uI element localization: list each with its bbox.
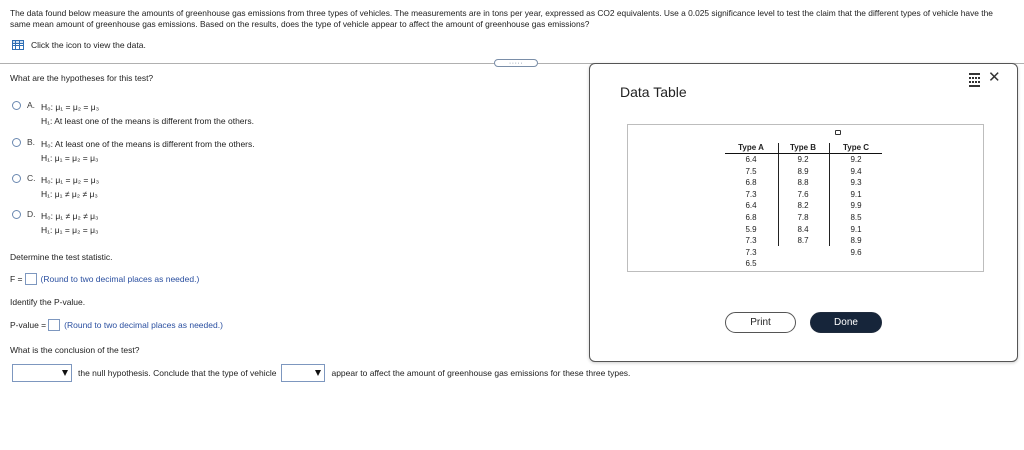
column-header: Type B: [777, 143, 829, 154]
option-letter: C.: [27, 173, 36, 183]
table-cell: 8.9: [850, 236, 862, 246]
table-cell: 8.2: [797, 201, 809, 211]
option-b-h0: H₀: At least one of the means is different from the others.: [41, 139, 255, 149]
table-cell: 9.2: [850, 155, 862, 164]
expand-handle[interactable]: ·····: [494, 59, 538, 67]
dialog-title: Data Table: [620, 84, 687, 100]
table-cell: 5.9: [745, 224, 757, 234]
table-cell: 9.6: [850, 247, 862, 257]
data-table-dialog: [589, 63, 1018, 362]
radio-b[interactable]: [12, 138, 21, 147]
table-cell: 9.1: [850, 224, 862, 234]
table-cell: 9.1: [850, 189, 862, 199]
radio-c[interactable]: [12, 174, 21, 183]
conclusion-row: [12, 364, 630, 382]
conclusion-question: What is the conclusion of the test?: [10, 345, 140, 355]
close-icon[interactable]: ✕: [988, 69, 1001, 86]
table-cell: 6.8: [745, 178, 757, 188]
table-cell: 7.6: [797, 189, 809, 199]
table-cell: 6.4: [745, 155, 757, 164]
caret-down-icon: [315, 370, 321, 376]
table-cell: 6.5: [745, 259, 757, 269]
p-value-prefix: P-value =: [10, 320, 47, 330]
f-statistic-row: [10, 273, 199, 285]
conclusion-end-text: appear to affect the amount of greenhouse gas emissions for these three types.: [331, 368, 631, 378]
option-d[interactable]: [12, 209, 99, 237]
table-cell: 7.3: [745, 189, 757, 199]
option-letter: B.: [27, 137, 36, 147]
option-letter: D.: [27, 209, 36, 219]
view-data-link[interactable]: [12, 40, 146, 50]
table-cell: 7.3: [745, 236, 757, 246]
column-type-b: [777, 143, 829, 247]
table-cell: 6.8: [745, 212, 757, 222]
f-prefix: F =: [10, 274, 23, 284]
option-c-h0: H₀: μ₁ = μ₂ = μ₃: [41, 175, 100, 185]
table-cell: 8.8: [797, 178, 809, 188]
done-button[interactable]: Done: [810, 312, 882, 333]
table-cell: 9.2: [797, 155, 809, 164]
p-value-label: Identify the P-value.: [10, 297, 86, 307]
column-type-a: [725, 143, 777, 270]
data-table-icon[interactable]: [12, 40, 24, 50]
column-header: Type A: [725, 143, 777, 154]
radio-a[interactable]: [12, 101, 21, 110]
p-value-row: [10, 319, 223, 331]
table-cell: 7.5: [745, 166, 757, 176]
table-cell: 9.9: [850, 201, 862, 211]
column-type-c: [830, 143, 882, 258]
test-statistic-label: Determine the test statistic.: [10, 252, 113, 262]
option-c-h1: H₁: μ₁ ≠ μ₂ ≠ μ₃: [41, 189, 98, 199]
reject-decision-dropdown[interactable]: [12, 364, 72, 382]
table-cell: 8.9: [797, 166, 809, 176]
f-rounding-hint: (Round to two decimal places as needed.): [40, 274, 200, 284]
p-value-input[interactable]: [48, 319, 60, 331]
column-header: Type C: [830, 143, 882, 154]
problem-statement: The data found below measure the amounts of greenhouse gas emissions from three types of vehicles. The measurements are in tons per year, expressed as CO2 equivalents. Use a 0.025 significance level to test the claim that the different types of vehicle have the same mean amount of greenhouse gas emissions. Based on the results, does the type of vehicle appear to affect the amount of greenhouse gas emissions?: [10, 8, 993, 29]
p-rounding-hint: (Round to two decimal places as needed.): [64, 320, 223, 330]
table-cell: 9.3: [850, 178, 862, 188]
f-statistic-input[interactable]: [25, 273, 37, 285]
copy-icon[interactable]: [835, 130, 841, 135]
table-cell: 7.3: [745, 247, 757, 257]
minimize-icon[interactable]: [969, 73, 980, 87]
option-b[interactable]: [12, 137, 255, 165]
view-data-label[interactable]: Click the icon to view the data.: [31, 40, 146, 50]
option-letter: A.: [27, 100, 36, 110]
option-d-h0: H₀: μ₁ ≠ μ₂ ≠ μ₃: [41, 211, 99, 221]
table-cell: 7.8: [797, 212, 809, 222]
table-cell: 6.4: [745, 201, 757, 211]
radio-d[interactable]: [12, 210, 21, 219]
option-b-h1: H₁: μ₁ = μ₂ = μ₃: [41, 153, 99, 163]
conclusion-middle-text: the null hypothesis. Conclude that the type of vehicle: [78, 368, 277, 378]
hypotheses-question: What are the hypotheses for this test?: [10, 73, 154, 83]
table-cell: 9.4: [850, 166, 862, 176]
option-a[interactable]: [12, 100, 254, 128]
table-cell: 8.5: [850, 212, 862, 222]
option-a-h0: H₀: μ₁ = μ₂ = μ₃: [41, 102, 100, 112]
print-button[interactable]: Print: [725, 312, 796, 333]
option-c[interactable]: [12, 173, 99, 201]
does-appear-dropdown[interactable]: [281, 364, 325, 382]
table-cell: 8.7: [797, 236, 809, 246]
table-cell: 8.4: [797, 224, 809, 234]
option-d-h1: H₁: μ₁ = μ₂ = μ₃: [41, 225, 99, 235]
option-a-h1: H₁: At least one of the means is different from the others.: [41, 116, 254, 126]
caret-down-icon: [62, 370, 68, 376]
